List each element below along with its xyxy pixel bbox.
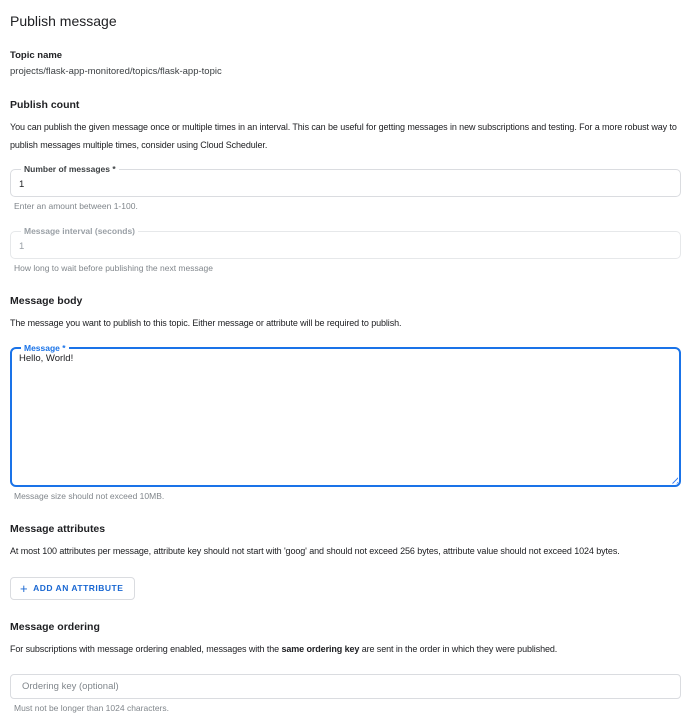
topic-name-label: Topic name <box>10 50 63 61</box>
message-field <box>10 343 681 487</box>
ordering-key-input[interactable] <box>20 680 671 693</box>
number-of-messages-helper: Enter an amount between 1-100. <box>14 201 138 211</box>
message-ordering-description <box>10 641 681 659</box>
ordering-description-bold: same ordering key <box>281 644 360 654</box>
add-attribute-button[interactable] <box>10 577 135 600</box>
plus-icon: + <box>20 581 29 596</box>
ordering-key-helper: Must not be longer than 1024 characters. <box>14 702 169 713</box>
message-body-heading: Message body <box>10 295 83 307</box>
add-attribute-button-label: ADD AN ATTRIBUTE <box>33 583 124 593</box>
ordering-description-prefix: For subscriptions with message ordering enabled, messages with the <box>10 644 282 654</box>
publish-count-description: You can publish the given message once or multiple times in an interval. This can be useful for getting messages in new subscriptions and testing. For a more robust way to publish messages multiple times, consider using Cloud Scheduler. <box>10 122 677 150</box>
message-body-description: The message you want to publish to this topic. Either message or attribute will be required to publish. <box>10 318 402 328</box>
number-of-messages-input[interactable] <box>19 179 672 196</box>
message-helper: Message size should not exceed 10MB. <box>14 490 165 501</box>
message-interval-field <box>10 226 681 259</box>
message-textarea[interactable] <box>19 353 672 479</box>
message-interval-input <box>19 241 672 258</box>
ordering-key-field <box>10 674 681 699</box>
number-of-messages-label: Number of messages * <box>24 164 116 174</box>
message-interval-label: Message interval (seconds) <box>24 226 136 236</box>
publish-count-heading: Publish count <box>10 99 80 111</box>
topic-name-value: projects/flask-app-monitored/topics/flask-app-topic <box>10 66 222 77</box>
message-label: Message * <box>24 342 66 353</box>
message-ordering-heading: Message ordering <box>10 621 100 633</box>
ordering-description-suffix: are sent in the order in which they were published. <box>359 644 558 654</box>
message-interval-helper: How long to wait before publishing the next message <box>14 263 213 273</box>
page-title: Publish message <box>10 13 117 29</box>
number-of-messages-field <box>10 164 681 197</box>
message-attributes-description: At most 100 attributes per message, attribute key should not start with 'goog' and should not exceed 256 bytes, attribute value should not exceed 1024 bytes. <box>10 545 620 556</box>
message-attributes-heading: Message attributes <box>10 522 106 535</box>
